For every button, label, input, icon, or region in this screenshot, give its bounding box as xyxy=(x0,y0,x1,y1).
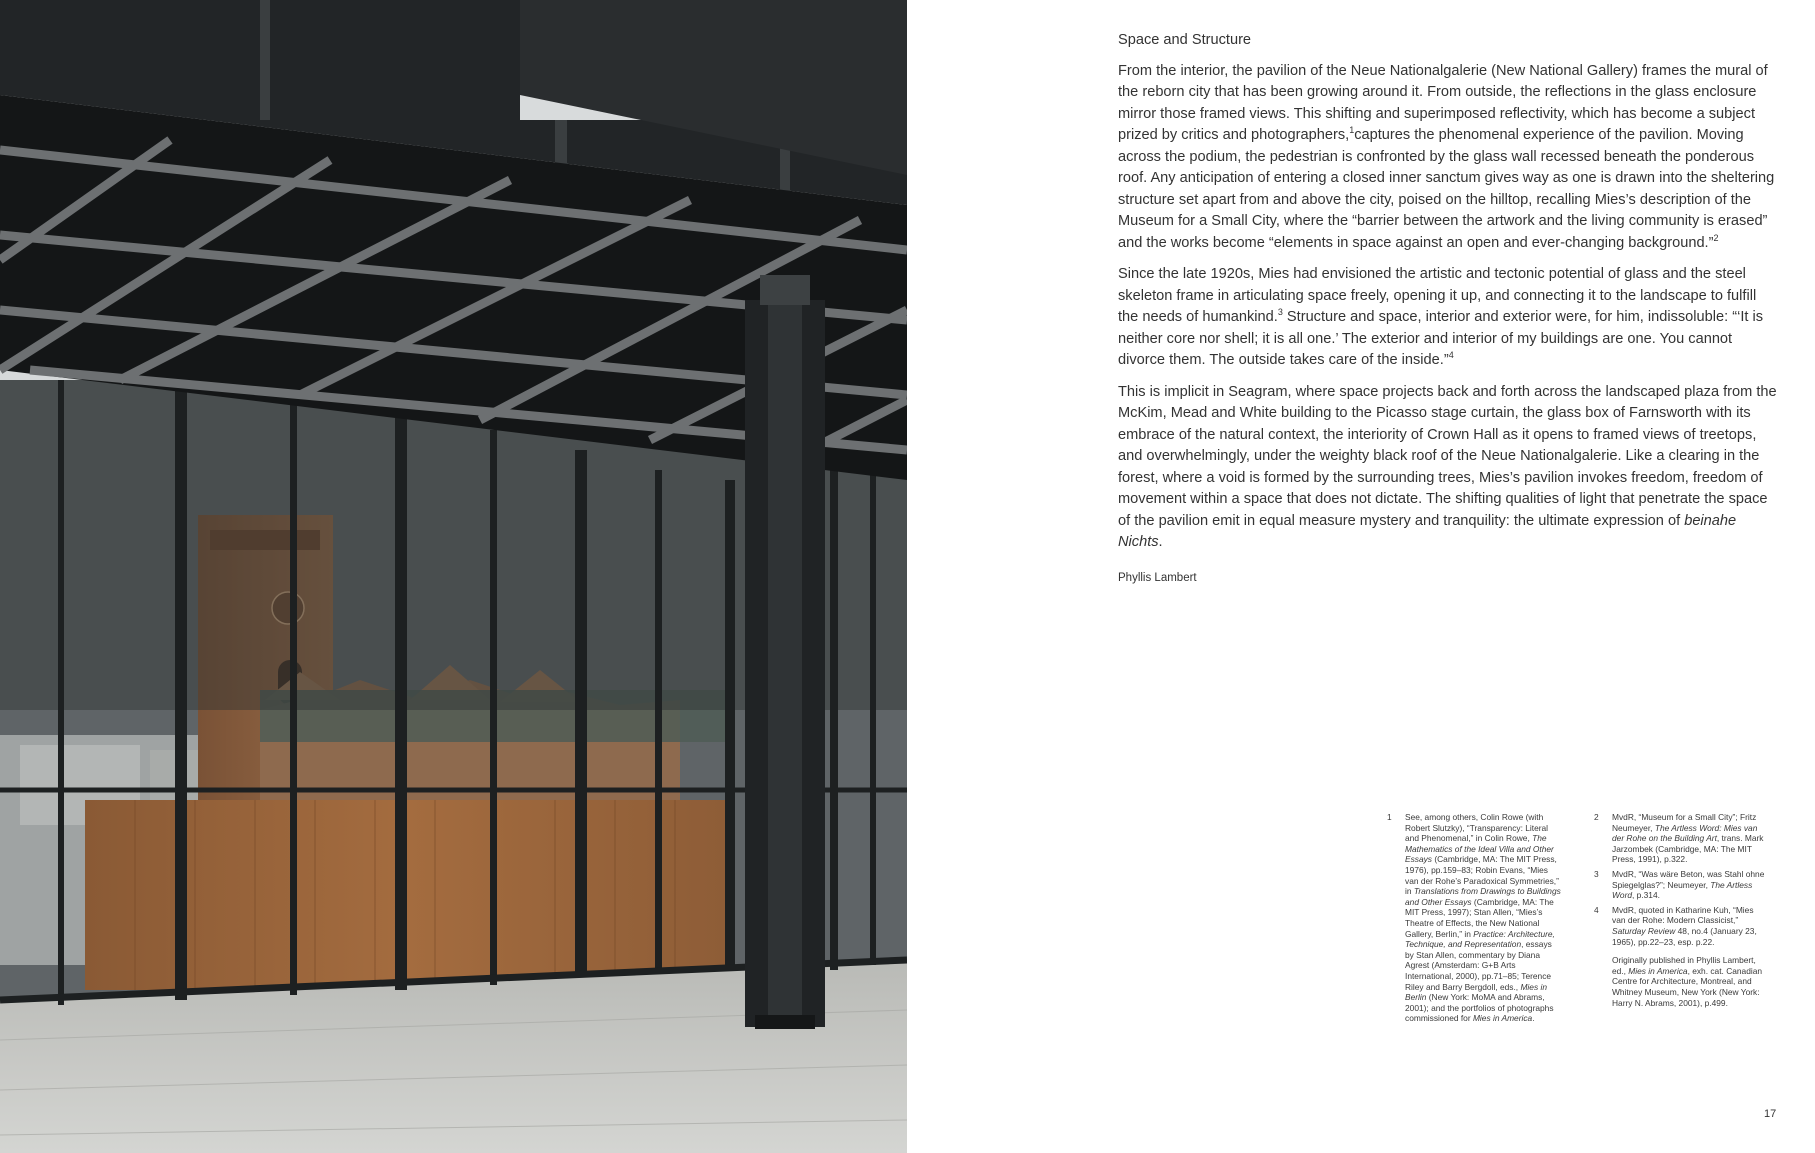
footnote-2: 2 MvdR, “Museum for a Small City”; Fritz Neumeyer, The Artless Word: Mies van der Rohe on the Building Art, trans. Mark Jarzombek (Cambridge, MA: The MIT Press, 1991), p.322. xyxy=(1594,812,1764,865)
footnote-number: 4 xyxy=(1594,904,1599,915)
section-title: Space and Structure xyxy=(1118,32,1252,48)
essay-text-column xyxy=(1118,30,1780,589)
footnotes-column-right xyxy=(1594,812,1769,1008)
footnote-4: 4 MvdR, quoted in Katharine Kuh, “Mies van der Rohe: Modern Classicist,” Saturday Review 48, no.4 (January 23, 1965), pp.22–23, esp. p.22. xyxy=(1594,904,1757,947)
neue-nationalgalerie-photograph xyxy=(0,0,907,1153)
paragraph-3: This is implicit in Seagram, where space projects back and forth across the landscaped plaza from the McKim, Mead and White building to the Picasso stage curtain, the glass box of Farnsworth with its embrace of the natural context, the interiority of Crown Hall as it opens to framed views of treetops, and overwhelmingly, under the weighty black roof of the Neue Nationalgalerie. Like a clearing in the forest, where a void is formed by the surrounding trees, Mies’s pavilion invokes freedom, freedom of movement within a space that does not dictate. The shifting qualities of light that penetrate the space of the pavilion emit in equal measure mystery and tranquility: the ultimate expression of beinahe Nichts. xyxy=(1118,383,1777,550)
footnote-ref-1[interactable]: 1 xyxy=(1349,125,1355,136)
footnote-ref-4[interactable]: 4 xyxy=(1448,350,1454,361)
cruciform-steel-column xyxy=(745,275,825,1029)
publication-credit: Originally published in Phyllis Lambert, ed., Mies in America, exh. cat. Canadian Centre for Architecture, Montreal, and Whitney Museum, New York (New York: Harry N. Abrams, 2001), p.499. xyxy=(1612,955,1763,1008)
paragraph-1: From the interior, the pavilion of the Neue Nationalgalerie (New National Gallery) frames the mural of the reborn city that has been growing around it. From outside, the reflections in the glass enclosure mirror those framed views. This shifting and superimposed reflectivity, which has become a subject prized by critics and photographers,$^1$captures the phenomenal experience of the pavilion. Moving across the podium, the pedestrian is confronted by the glass wall recessed beneath the ponderous roof. Any anticipation of entering a closed inner sanctum gives way as one is drawn into the sheltering structure set apart from and above the city, poised on the hilltop, recalling Mies’s description of the Museum for a Small City, where the “barrier between the artwork and the living community is erased” and the works become “elements in space against an open and ever-changing background.”$^2$ xyxy=(1118,62,1775,251)
footnotes-column-left xyxy=(1387,812,1562,1028)
footnote-ref-2[interactable]: 2 xyxy=(1713,232,1719,243)
footnote-1: 1 See, among others, Colin Rowe (with Robert Slutzky), “Transparency: Literal and Phenomenal,” in Colin Rowe, The Mathematics of the Ideal Villa and Other Essays (Cambridge, MA: The MIT Press, 1976), pp.159–83; Robin Evans, “Mies van der Rohe’s Paradoxical Symmetries,” in Translations from Drawings to Buildings and Other Essays (Cambridge, MA: The MIT Press, 1997); Stan Allen, “Mies’s Theatre of Effects, the New National Gallery, Berlin,” in Practice: Architecture, Technique, and Representation, essays by Stan Allen, commentary by Diana Agrest (Amsterdam: G+B Arts International, 2000), pp.71–85; Terence Riley and Barry Bergdoll, eds., Mies in Berlin (New York: MoMA and Abrams, 2001); and the portfolios of photographs commissioned for Mies in America. xyxy=(1387,812,1561,1024)
page-number: 17 xyxy=(1764,1108,1777,1120)
footnote-number: 3 xyxy=(1594,868,1599,879)
paragraph-2: Since the late 1920s, Mies had envisioned the artistic and tectonic potential of glass and the steel skeleton frame in articulating space freely, opening it up, and connecting it to the landscape to fulfill the needs of humankind.$^3$ Structure and space, interior and exterior were, for him, indissoluble: “‘It is neither core nor shell; it is all one.’ The exterior and interior of my buildings are one. You cannot divorce them. The outside takes care of the inside.”$^4$ xyxy=(1118,266,1764,368)
footnote-number: 2 xyxy=(1594,812,1599,822)
footnote-ref-3[interactable]: 3 xyxy=(1277,307,1283,318)
footnote-3: 3 MvdR, “Was wäre Beton, was Stahl ohne Spiegelglas?”; Neumeyer, The Artless Word, p.314. xyxy=(1594,868,1765,901)
author-name: Phyllis Lambert xyxy=(1118,571,1197,584)
footnote-number: 1 xyxy=(1387,812,1392,822)
photograph-illustration xyxy=(0,0,907,1153)
